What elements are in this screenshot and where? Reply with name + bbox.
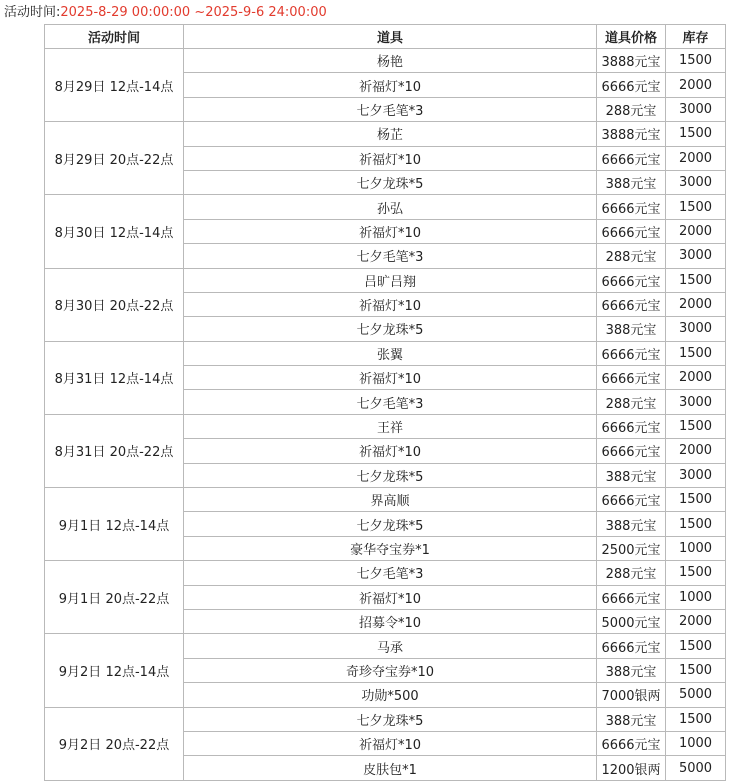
stock-cell: 2000 [666, 366, 726, 390]
table-row [45, 414, 726, 438]
stock-cell: 3000 [666, 317, 726, 341]
price-cell: 288元宝 [597, 561, 666, 585]
price-cell: 6666元宝 [597, 366, 666, 390]
item-cell: 界高顺 [184, 488, 597, 512]
item-cell: 祈福灯*10 [184, 366, 597, 390]
table-header-row [45, 25, 726, 49]
price-cell: 6666元宝 [597, 414, 666, 438]
event-period [4, 4, 327, 22]
table-row [45, 488, 726, 512]
price-cell: 6666元宝 [597, 585, 666, 609]
stock-cell: 1000 [666, 536, 726, 560]
table-row [45, 122, 726, 146]
price-cell: 3888元宝 [597, 49, 666, 73]
stock-cell: 1500 [666, 707, 726, 731]
stock-cell: 3000 [666, 244, 726, 268]
price-cell: 6666元宝 [597, 268, 666, 292]
table-row [45, 341, 726, 365]
stock-cell: 1500 [666, 268, 726, 292]
event-time-cell: 8月30日 20点-22点 [45, 268, 184, 341]
item-cell: 孙弘 [184, 195, 597, 219]
header-item-price: 道具价格 [597, 25, 666, 49]
event-time-cell: 9月1日 20点-22点 [45, 561, 184, 634]
price-cell: 388元宝 [597, 707, 666, 731]
event-time-cell: 8月31日 12点-14点 [45, 341, 184, 414]
price-cell: 288元宝 [597, 390, 666, 414]
item-cell: 祈福灯*10 [184, 73, 597, 97]
price-cell: 2500元宝 [597, 536, 666, 560]
price-cell: 6666元宝 [597, 146, 666, 170]
price-cell: 6666元宝 [597, 488, 666, 512]
stock-cell: 2000 [666, 439, 726, 463]
stock-cell: 1500 [666, 195, 726, 219]
item-cell: 七夕毛笔*3 [184, 390, 597, 414]
event-time-cell: 8月29日 12点-14点 [45, 49, 184, 122]
stock-cell: 2000 [666, 609, 726, 633]
item-cell: 奇珍夺宝券*10 [184, 658, 597, 682]
price-cell: 388元宝 [597, 317, 666, 341]
item-cell: 七夕毛笔*3 [184, 561, 597, 585]
item-cell: 祈福灯*10 [184, 292, 597, 316]
event-time-cell: 9月1日 12点-14点 [45, 488, 184, 561]
stock-cell: 2000 [666, 219, 726, 243]
price-cell: 6666元宝 [597, 731, 666, 755]
price-cell: 6666元宝 [597, 292, 666, 316]
item-cell: 豪华夺宝券*1 [184, 536, 597, 560]
event-time-cell: 8月31日 20点-22点 [45, 414, 184, 487]
stock-cell: 1500 [666, 49, 726, 73]
item-cell: 祈福灯*10 [184, 146, 597, 170]
item-cell: 吕旷吕翔 [184, 268, 597, 292]
stock-cell: 3000 [666, 463, 726, 487]
stock-cell: 2000 [666, 73, 726, 97]
price-cell: 6666元宝 [597, 195, 666, 219]
price-cell: 6666元宝 [597, 219, 666, 243]
table-row [45, 49, 726, 73]
item-cell: 七夕毛笔*3 [184, 97, 597, 121]
event-period-range: 2025-8-29 00:00:00 ~2025-9-6 24:00:00 [60, 5, 327, 20]
item-cell: 祈福灯*10 [184, 731, 597, 755]
stock-cell: 1500 [666, 488, 726, 512]
table-row [45, 195, 726, 219]
event-time-cell: 9月2日 20点-22点 [45, 707, 184, 780]
table-body [45, 49, 726, 781]
item-cell: 七夕龙珠*5 [184, 512, 597, 536]
price-cell: 288元宝 [597, 244, 666, 268]
stock-cell: 3000 [666, 170, 726, 194]
table-row [45, 268, 726, 292]
table-row [45, 561, 726, 585]
price-cell: 3888元宝 [597, 122, 666, 146]
header-item: 道具 [184, 25, 597, 49]
stock-cell: 2000 [666, 146, 726, 170]
price-cell: 6666元宝 [597, 439, 666, 463]
stock-cell: 5000 [666, 756, 726, 780]
item-cell: 七夕龙珠*5 [184, 170, 597, 194]
price-cell: 1200银两 [597, 756, 666, 780]
price-cell: 288元宝 [597, 97, 666, 121]
header-event-time: 活动时间 [45, 25, 184, 49]
stock-cell: 1000 [666, 585, 726, 609]
item-cell: 马承 [184, 634, 597, 658]
item-cell: 皮肤包*1 [184, 756, 597, 780]
stock-cell: 1500 [666, 122, 726, 146]
price-cell: 6666元宝 [597, 341, 666, 365]
stock-cell: 1500 [666, 512, 726, 536]
stock-cell: 3000 [666, 97, 726, 121]
stock-cell: 1500 [666, 634, 726, 658]
table-row [45, 634, 726, 658]
item-cell: 七夕毛笔*3 [184, 244, 597, 268]
item-cell: 杨艳 [184, 49, 597, 73]
shop-schedule-table [44, 24, 726, 781]
table-row [45, 707, 726, 731]
item-cell: 祈福灯*10 [184, 219, 597, 243]
price-cell: 6666元宝 [597, 634, 666, 658]
item-cell: 七夕龙珠*5 [184, 707, 597, 731]
event-time-cell: 9月2日 12点-14点 [45, 634, 184, 707]
price-cell: 6666元宝 [597, 73, 666, 97]
item-cell: 杨芷 [184, 122, 597, 146]
item-cell: 祈福灯*10 [184, 439, 597, 463]
stock-cell: 1500 [666, 414, 726, 438]
stock-cell: 3000 [666, 390, 726, 414]
item-cell: 七夕龙珠*5 [184, 317, 597, 341]
price-cell: 388元宝 [597, 170, 666, 194]
stock-cell: 1500 [666, 561, 726, 585]
item-cell: 功勋*500 [184, 683, 597, 707]
price-cell: 388元宝 [597, 463, 666, 487]
stock-cell: 2000 [666, 292, 726, 316]
price-cell: 7000银两 [597, 683, 666, 707]
stock-cell: 1000 [666, 731, 726, 755]
stock-cell: 1500 [666, 341, 726, 365]
event-time-cell: 8月30日 12点-14点 [45, 195, 184, 268]
item-cell: 张翼 [184, 341, 597, 365]
stock-cell: 5000 [666, 683, 726, 707]
price-cell: 388元宝 [597, 658, 666, 682]
item-cell: 招募令*10 [184, 609, 597, 633]
price-cell: 5000元宝 [597, 609, 666, 633]
stock-cell: 1500 [666, 658, 726, 682]
price-cell: 388元宝 [597, 512, 666, 536]
event-period-label: 活动时间: [4, 5, 61, 20]
item-cell: 祈福灯*10 [184, 585, 597, 609]
item-cell: 王祥 [184, 414, 597, 438]
header-stock: 库存 [666, 25, 726, 49]
item-cell: 七夕龙珠*5 [184, 463, 597, 487]
event-time-cell: 8月29日 20点-22点 [45, 122, 184, 195]
